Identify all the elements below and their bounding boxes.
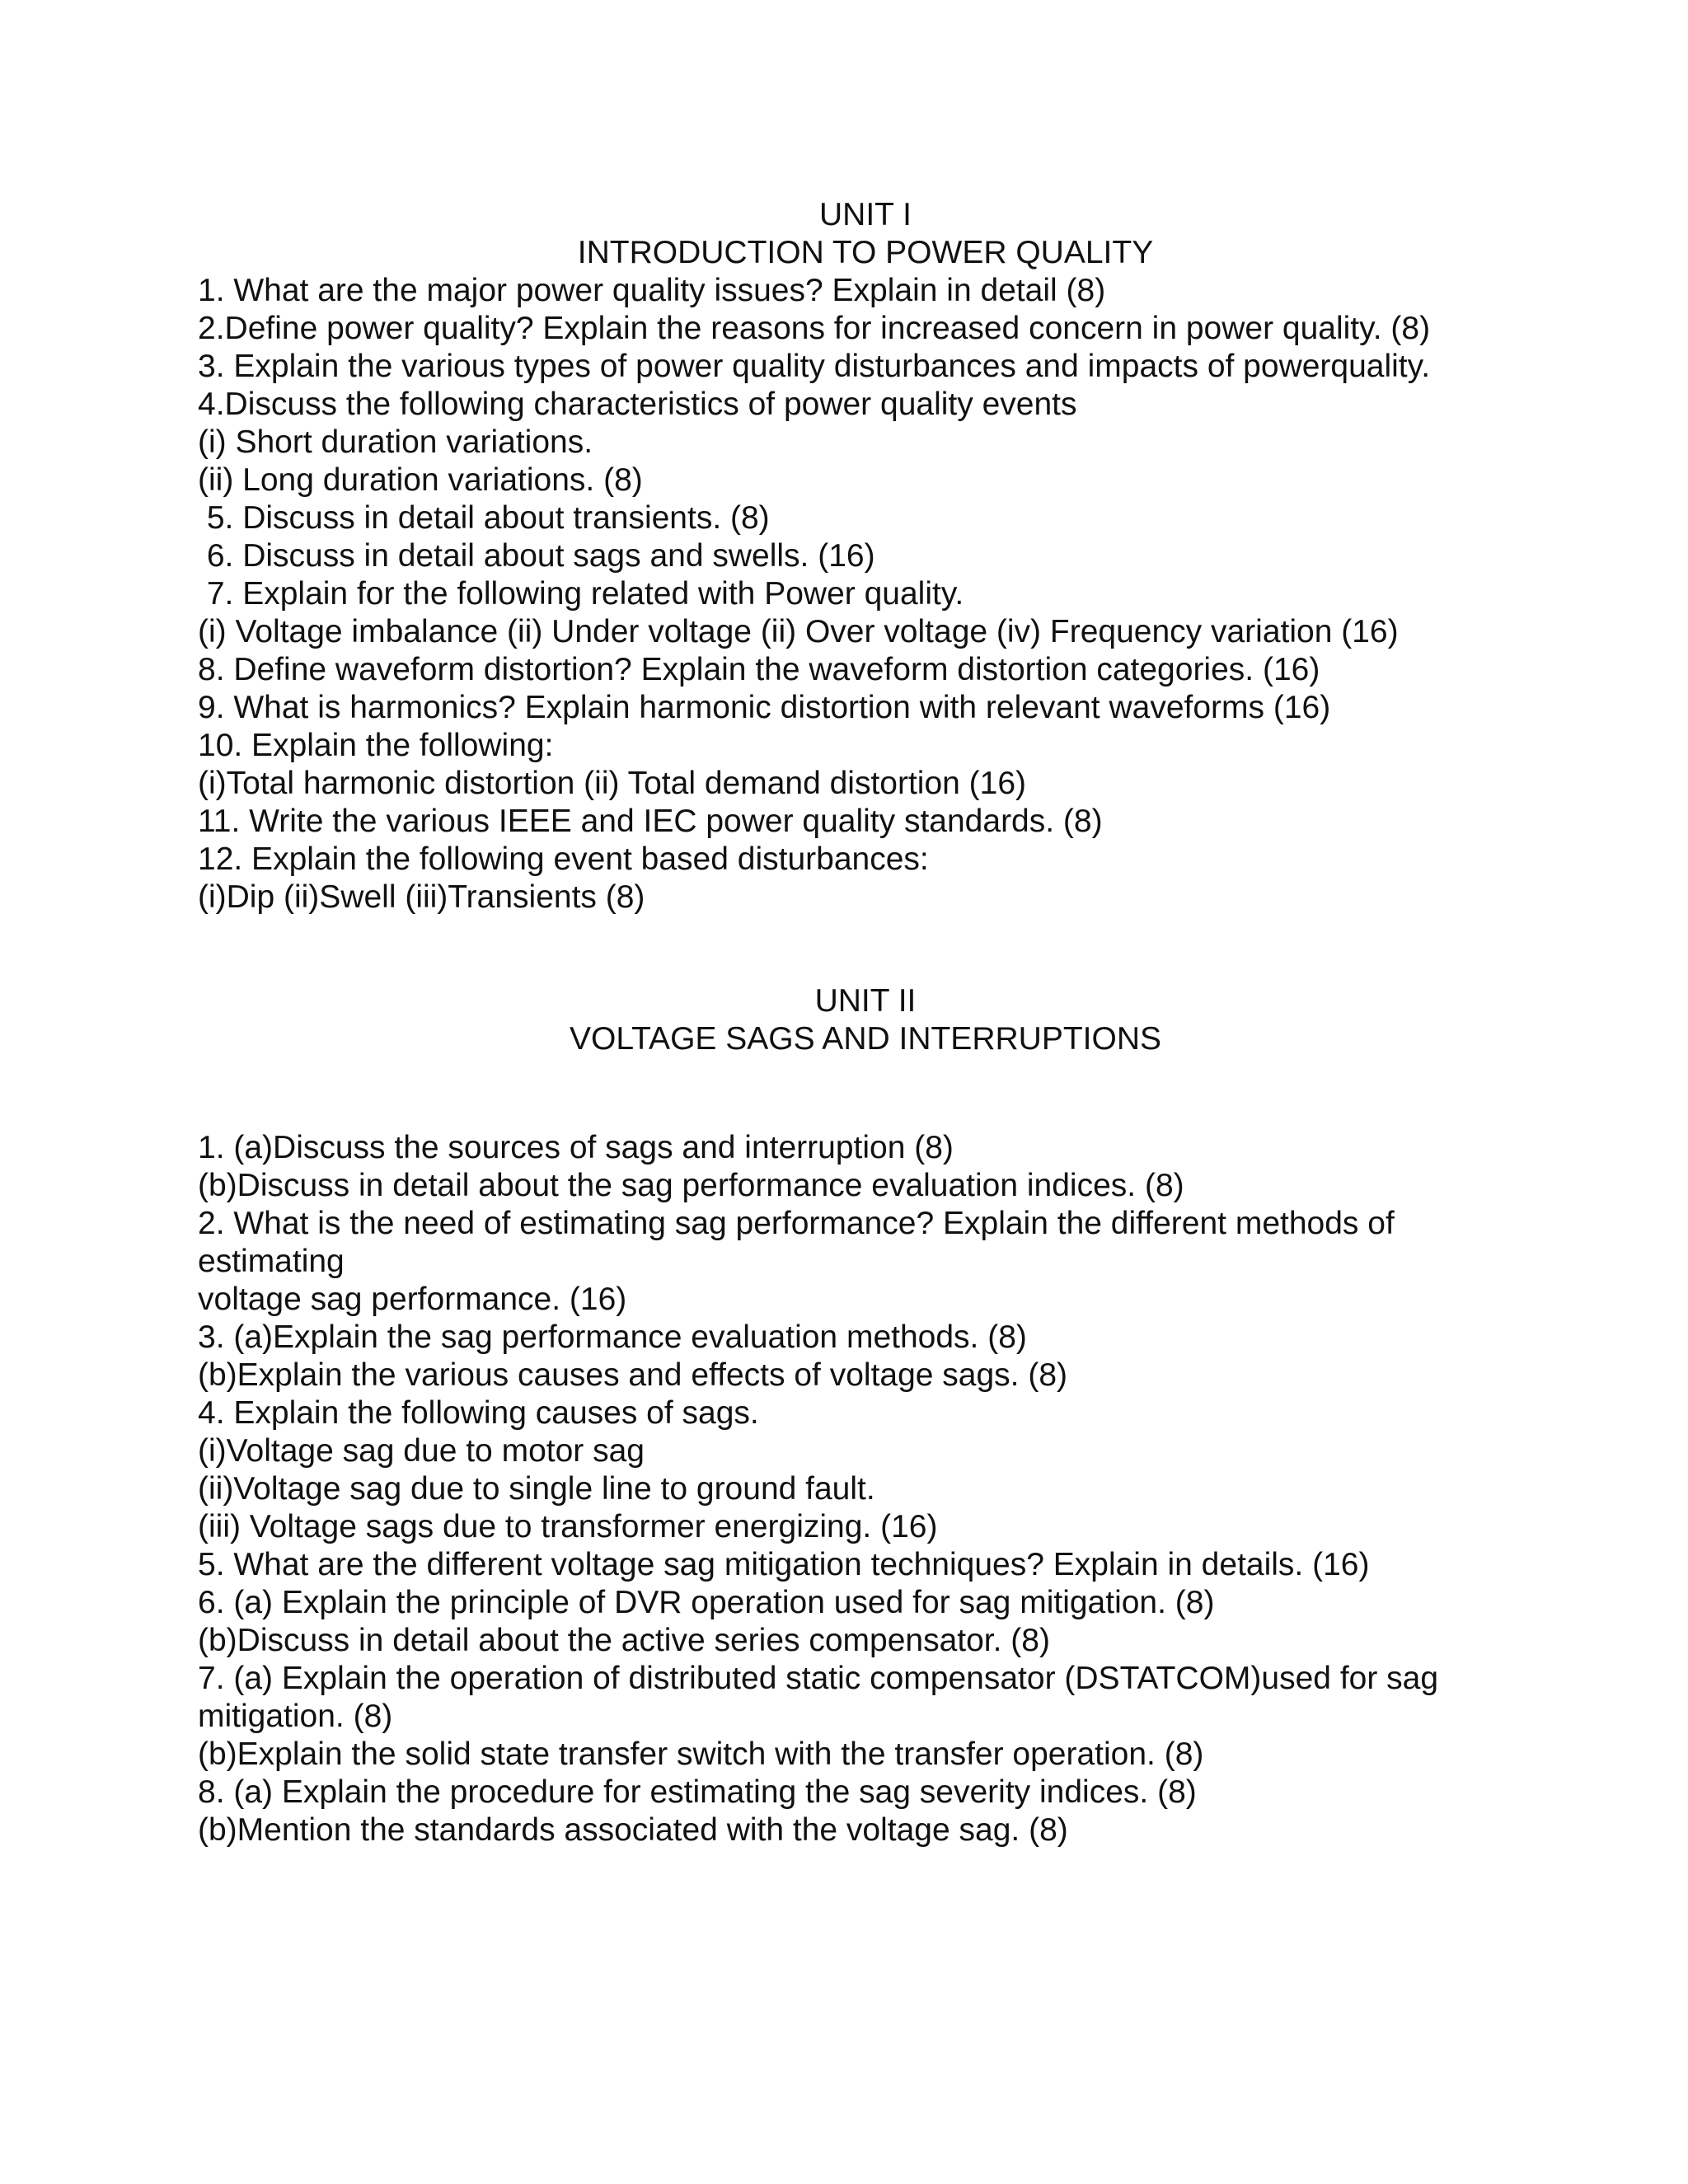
question-line: 10. Explain the following:	[198, 728, 554, 763]
question-line: (i)Voltage sag due to motor sag	[198, 1433, 645, 1469]
section-spacer	[198, 1058, 1533, 1129]
question-line: 8. Define waveform distortion? Explain the waveform distortion categories. (16)	[198, 652, 1320, 687]
unit-2-subtitle: VOLTAGE SAGS AND INTERRUPTIONS	[569, 1021, 1161, 1057]
question-line: (ii) Long duration variations. (8)	[198, 462, 643, 498]
question-line: 12. Explain the following event based disturbances:	[198, 841, 929, 877]
question-line: 2. What is the need of estimating sag performance? Explain the different methods of	[198, 1206, 1395, 1241]
question-line: 9. What is harmonics? Explain harmonic distortion with relevant waveforms (16)	[198, 690, 1331, 725]
question-line: 4.Discuss the following characteristics of power quality events	[198, 387, 1077, 422]
question-line: 8. (a) Explain the procedure for estimating the sag severity indices. (8)	[198, 1774, 1197, 1810]
unit-1-questions	[198, 272, 1533, 916]
unit-1-subtitle: INTRODUCTION TO POWER QUALITY	[577, 235, 1154, 270]
question-line: voltage sag performance. (16)	[198, 1282, 627, 1317]
question-line: 7. (a) Explain the operation of distributed static compensator (DSTATCOM)used for sag	[198, 1661, 1439, 1696]
question-line: (i)Total harmonic distortion (ii) Total demand distortion (16)	[198, 766, 1027, 801]
question-line: (b)Mention the standards associated with the voltage sag. (8)	[198, 1812, 1068, 1848]
question-line: 1. (a)Discuss the sources of sags and interruption (8)	[198, 1130, 954, 1165]
unit-2-section	[198, 982, 1533, 1849]
unit-1-title: UNIT I	[819, 197, 912, 232]
question-line: estimating	[198, 1244, 345, 1279]
question-line: mitigation. (8)	[198, 1699, 393, 1734]
question-line: 3. (a)Explain the sag performance evaluation methods. (8)	[198, 1319, 1027, 1355]
question-line: (iii) Voltage sags due to transformer energizing. (16)	[198, 1509, 938, 1544]
question-line: (b)Explain the solid state transfer switch with the transfer operation. (8)	[198, 1736, 1204, 1772]
question-line: 6. Discuss in detail about sags and swells. (16)	[198, 538, 875, 574]
question-line: 6. (a) Explain the principle of DVR operation used for sag mitigation. (8)	[198, 1585, 1215, 1620]
unit-2-questions	[198, 1129, 1533, 1849]
question-line: 2.Define power quality? Explain the reasons for increased concern in power quality. (8)	[198, 311, 1431, 346]
unit-1-section	[198, 196, 1533, 916]
question-line: 4. Explain the following causes of sags.	[198, 1395, 759, 1431]
question-line: (ii)Voltage sag due to single line to ground fault.	[198, 1471, 875, 1507]
question-line: (b)Discuss in detail about the active series compensator. (8)	[198, 1623, 1050, 1658]
unit-2-title: UNIT II	[814, 983, 917, 1019]
question-line: 11. Write the various IEEE and IEC power quality standards. (8)	[198, 804, 1103, 839]
question-line: 3. Explain the various types of power quality disturbances and impacts of powerquality.	[198, 349, 1431, 384]
question-line: (i) Voltage imbalance (ii) Under voltage (ii) Over voltage (iv) Frequency variation (16)	[198, 614, 1399, 649]
question-line: (b)Discuss in detail about the sag performance evaluation indices. (8)	[198, 1168, 1184, 1203]
question-line: (i) Short duration variations.	[198, 424, 593, 460]
question-line: 7. Explain for the following related with Power quality.	[198, 576, 964, 612]
question-line: 5. Discuss in detail about transients. (8)	[198, 500, 770, 536]
question-line: (b)Explain the various causes and effects of voltage sags. (8)	[198, 1357, 1068, 1393]
question-line: 1. What are the major power quality issues? Explain in detail (8)	[198, 273, 1106, 308]
question-line: (i)Dip (ii)Swell (iii)Transients (8)	[198, 879, 645, 915]
question-line: 5. What are the different voltage sag mitigation techniques? Explain in details. (16)	[198, 1547, 1370, 1582]
